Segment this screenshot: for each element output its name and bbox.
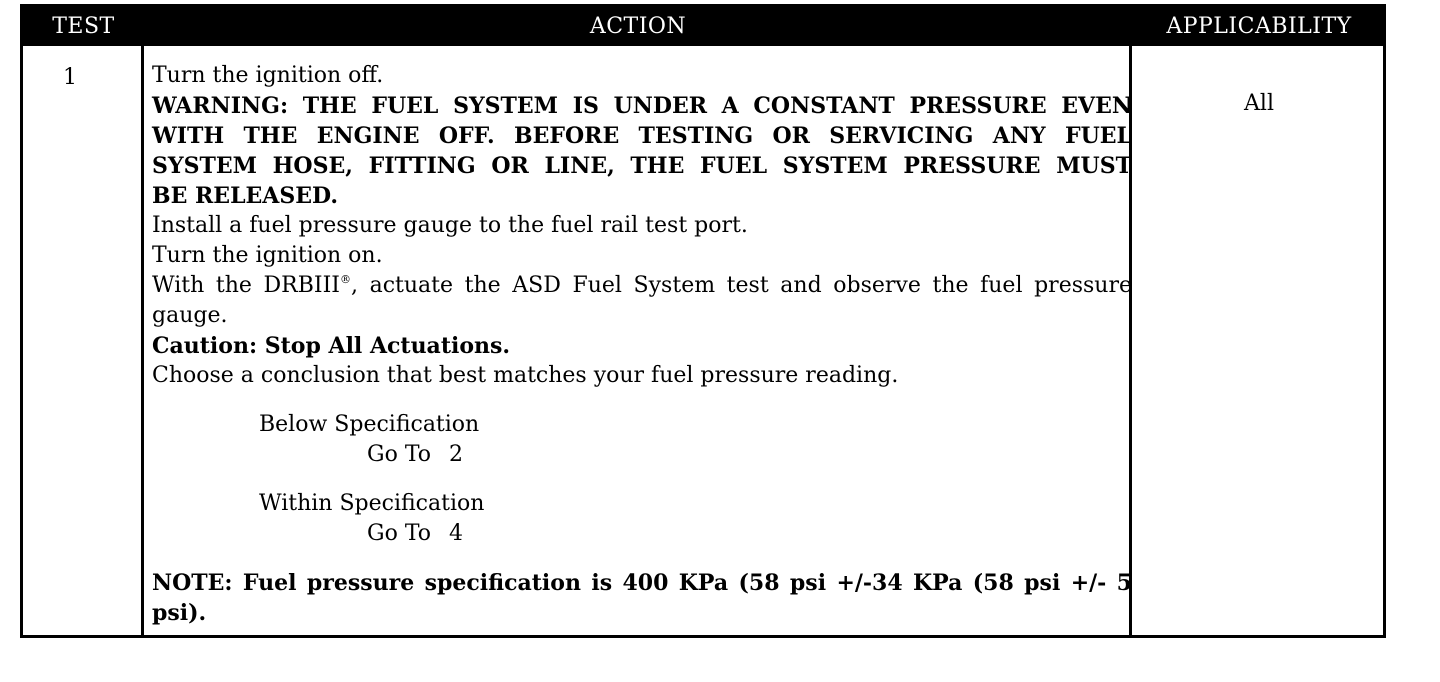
conclusion-goto: Go To 4 <box>152 519 1132 549</box>
warning-line: WARNING: THE FUEL SYSTEM IS UNDER A CONSTANT PRESSURE EVEN <box>152 93 1132 119</box>
goto-step: 4 <box>449 521 464 546</box>
note-block <box>152 568 1132 628</box>
step-install-gauge: Install a fuel pressure gauge to the fuel rail test port. <box>152 213 748 238</box>
note-line: psi). <box>152 600 207 626</box>
caution-text: Caution: Stop All Actuations. <box>152 333 511 359</box>
registered-mark: ® <box>339 273 351 286</box>
table-header <box>23 7 1383 46</box>
test-table <box>20 4 1386 638</box>
warning-line: SYSTEM HOSE, FITTING OR LINE, THE FUEL SYSTEM PRESSURE MUST <box>152 153 1132 179</box>
step-ignition-on: Turn the ignition on. <box>152 243 383 268</box>
step-choose-conclusion: Choose a conclusion that best matches your fuel pressure reading. <box>152 363 899 388</box>
column-divider-test <box>141 46 144 635</box>
note-line: NOTE: Fuel pressure specification is 400 KPa (58 psi +/-34 KPa (58 psi +/- 5 <box>152 570 1132 596</box>
warning-line: BE RELEASED. <box>152 183 338 209</box>
header-test: TEST <box>52 14 115 39</box>
applicability-value: All <box>1244 91 1274 116</box>
warning-block <box>152 91 1132 211</box>
warning-line: WITH THE ENGINE OFF. BEFORE TESTING OR SERVICING ANY FUEL <box>152 123 1132 149</box>
conclusion-label: Within Specification <box>259 491 485 516</box>
conclusion-goto: Go To 2 <box>152 440 1132 470</box>
conclusion-label: Below Specification <box>259 412 480 437</box>
step-actuate-test <box>152 271 1132 331</box>
action-cell <box>152 61 1132 628</box>
step-actuate-line-2: gauge. <box>152 303 228 328</box>
header-applicability: APPLICABILITY <box>1166 14 1352 39</box>
test-number: 1 <box>63 65 77 90</box>
header-action: ACTION <box>589 14 687 39</box>
step-ignition-off: Turn the ignition off. <box>152 63 384 88</box>
step-actuate-line: With the DRBIII®, actuate the ASD Fuel System test and observe the fuel pressure <box>152 273 1132 298</box>
goto-step: 2 <box>449 442 464 467</box>
